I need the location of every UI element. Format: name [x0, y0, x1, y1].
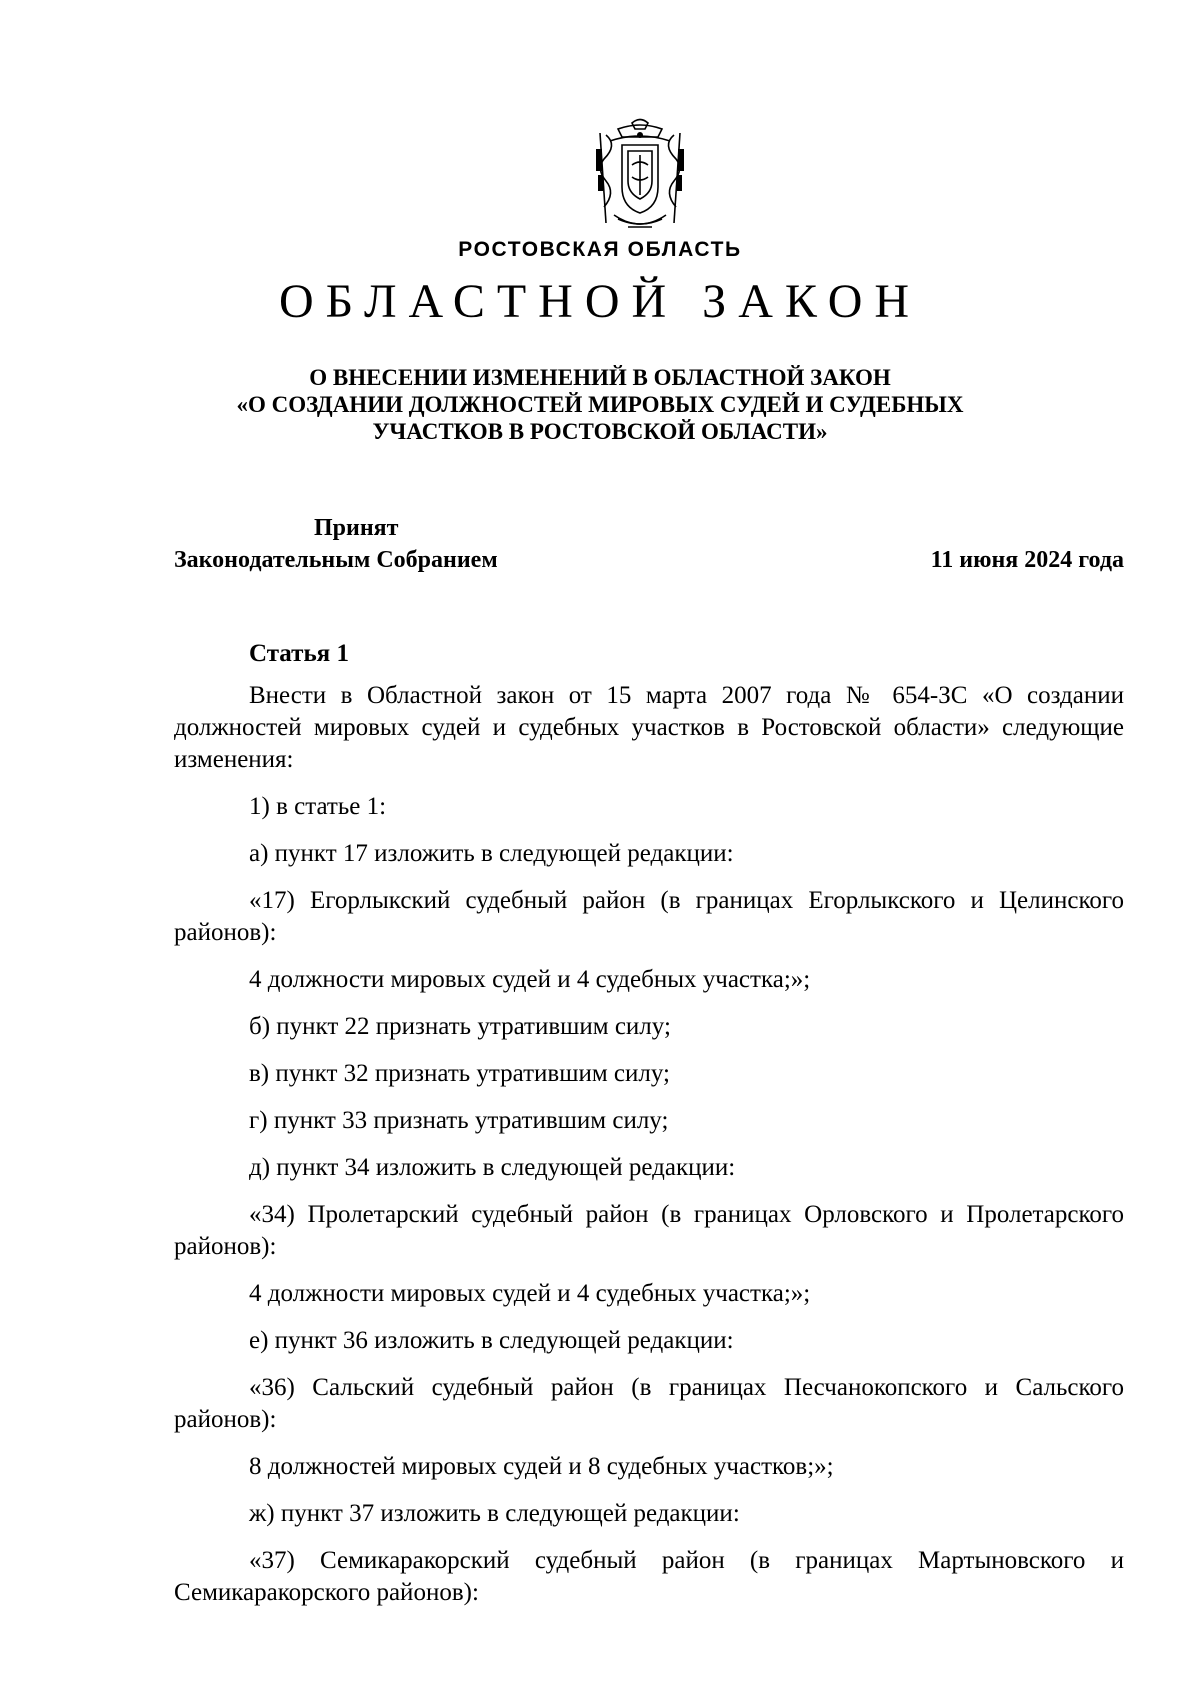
adoption-block: [174, 512, 1124, 576]
paragraph: «37) Семикаракорский судебный район (в границах Мартыновского и Семикаракорского районов):: [174, 1547, 1124, 1606]
adoption-date: 11 июня 2024 года: [930, 547, 1124, 573]
paragraph: 1) в статье 1:: [249, 793, 387, 820]
article-heading: Статья 1: [249, 640, 349, 667]
paragraph: в) пункт 32 признать утратившим силу;: [249, 1060, 670, 1087]
paragraph: «34) Пролетарский судебный район (в границах Орловского и Пролетарского районов):: [174, 1201, 1124, 1260]
law-title-line: «О СОЗДАНИИ ДОЛЖНОСТЕЙ МИРОВЫХ СУДЕЙ И СУДЕБНЫХ: [236, 392, 964, 417]
paragraph: 8 должностей мировых судей и 8 судебных участков;»;: [249, 1453, 834, 1480]
paragraph: д) пункт 34 изложить в следующей редакции:: [249, 1154, 736, 1181]
document-type: ОБЛАСТНОЙ ЗАКОН: [278, 275, 922, 328]
paragraph: ж) пункт 37 изложить в следующей редакции:: [249, 1500, 740, 1527]
paragraph: «17) Егорлыкский судебный район (в границах Егорлыкского и Целинского районов):: [174, 887, 1124, 946]
law-title-line: УЧАСТКОВ В РОСТОВСКОЙ ОБЛАСТИ»: [372, 419, 828, 444]
paragraph: г) пункт 33 признать утратившим силу;: [249, 1107, 669, 1134]
paragraph: 4 должности мировых судей и 4 судебных участка;»;: [249, 966, 811, 993]
paragraph: е) пункт 36 изложить в следующей редакции:: [249, 1327, 734, 1354]
article-body: [174, 638, 1124, 1624]
paragraph: «36) Сальский судебный район (в границах Песчанокопского и Сальского районов):: [174, 1374, 1124, 1433]
paragraph: б) пункт 22 признать утратившим силу;: [249, 1013, 671, 1040]
coat-of-arms-emblem: [588, 115, 692, 233]
paragraph: 4 должности мировых судей и 4 судебных участка;»;: [249, 1280, 811, 1307]
law-title-line: О ВНЕСЕНИИ ИЗМЕНЕНИЙ В ОБЛАСТНОЙ ЗАКОН: [309, 365, 891, 390]
law-title: [100, 364, 1100, 445]
region-name: РОСТОВСКАЯ ОБЛАСТЬ: [458, 238, 742, 261]
adopted-label: Принят: [314, 515, 399, 541]
paragraph: Внести в Областной закон от 15 марта 2007 года № 654-ЗС «О создании должностей мировых судей и судебных участков в Ростовской области» следующие изменения:: [174, 682, 1124, 773]
paragraph: а) пункт 17 изложить в следующей редакции:: [249, 840, 734, 867]
adopting-body: Законодательным Собранием: [174, 547, 498, 573]
